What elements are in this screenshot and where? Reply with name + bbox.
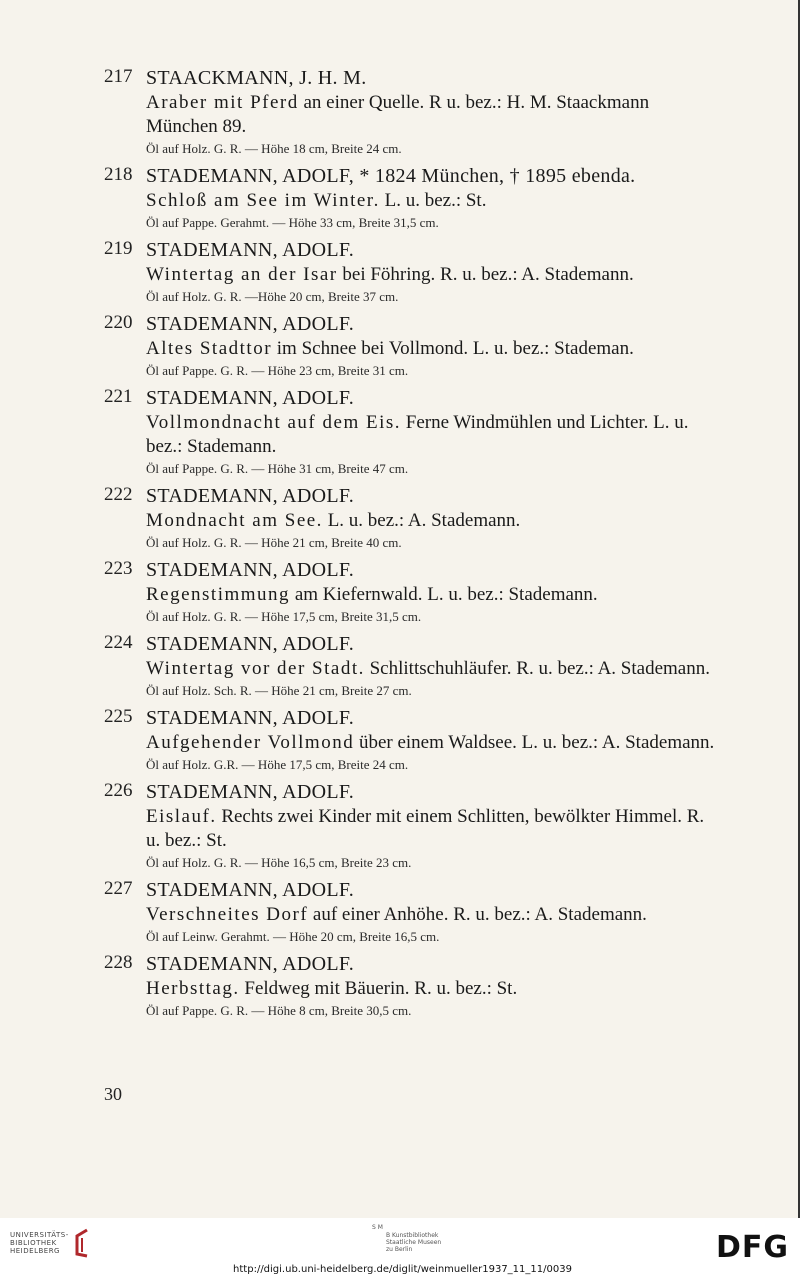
entry-meta: Öl auf Holz. G. R. — Höhe 16,5 cm, Breite 23 cm. <box>146 855 412 870</box>
entry-list <box>104 66 716 1026</box>
catalog-entry <box>104 386 716 478</box>
center-line-3: zu Berlin <box>386 1246 413 1253</box>
catalog-entry <box>104 780 716 872</box>
center-line-2: Staatliche Museen <box>386 1239 442 1246</box>
entry-number: 227 <box>104 878 133 899</box>
entry-title <box>146 189 716 213</box>
entry-title <box>146 509 716 533</box>
dfg-logo[interactable]: DFG <box>716 1230 790 1265</box>
catalog-entry <box>104 484 716 552</box>
catalog-entry <box>104 952 716 1020</box>
entry-number: 217 <box>104 66 133 87</box>
entry-title <box>146 91 716 139</box>
entry-number: 220 <box>104 312 133 333</box>
entry-number: 225 <box>104 706 133 727</box>
entry-title-rest: Rechts zwei Kinder mit einem Schlitten, bewölkter Himmel. R. u. bez.: St. <box>146 806 705 851</box>
entry-meta: Öl auf Pappe. G. R. — Höhe 8 cm, Breite 30,5 cm. <box>146 1003 412 1018</box>
entry-number: 228 <box>104 952 133 973</box>
entry-artist: STADEMANN, ADOLF. <box>146 485 355 507</box>
entry-title <box>146 903 716 927</box>
entry-meta: Öl auf Holz. G. R. — Höhe 17,5 cm, Breite 31,5 cm. <box>146 609 422 624</box>
catalog-entry <box>104 558 716 626</box>
ub-line-1: UNIVERSITÄTS- <box>10 1231 69 1239</box>
entry-artist: STADEMANN, ADOLF. <box>146 633 355 655</box>
entry-number: 224 <box>104 632 133 653</box>
catalog-entry <box>104 878 716 946</box>
entry-title-rest: Schlittschuhläufer. R. u. bez.: A. Stademann. <box>364 658 710 679</box>
entry-title-spaced: Wintertag an der Isar <box>146 264 338 285</box>
entry-title-rest: L. u. bez.: St. <box>379 190 487 211</box>
entry-meta: Öl auf Pappe. G. R. — Höhe 23 cm, Breite 31 cm. <box>146 363 409 378</box>
catalog-entry <box>104 312 716 380</box>
entry-title-rest: bei Föhring. R. u. bez.: A. Stademann. <box>337 264 634 285</box>
entry-title-rest: über einem Waldsee. L. u. bez.: A. Stademann. <box>354 732 715 753</box>
entry-meta: Öl auf Pappe. G. R. — Höhe 31 cm, Breite 47 cm. <box>146 461 409 476</box>
entry-artist: STADEMANN, ADOLF. <box>146 953 355 975</box>
entry-meta: Öl auf Holz. G.R. — Höhe 17,5 cm, Breite 24 cm. <box>146 757 409 772</box>
entry-artist: STADEMANN, ADOLF. <box>146 559 355 581</box>
entry-number: 218 <box>104 164 133 185</box>
viewer-footer <box>0 1218 805 1278</box>
permalink-url[interactable]: http://digi.ub.uni-heidelberg.de/diglit/weinmueller1937_11_11/0039 <box>233 1264 572 1275</box>
entry-number: 219 <box>104 238 133 259</box>
entry-title-spaced: Regenstimmung <box>146 584 291 605</box>
catalog-entry <box>104 706 716 774</box>
entry-title <box>146 263 716 287</box>
entry-title-rest: an einer Quelle. R u. bez.: H. M. Staackmann München 89. <box>146 92 650 137</box>
entry-title-rest: Feldweg mit Bäuerin. R. u. bez.: St. <box>239 978 518 999</box>
center-line-1: B Kunstbibliothek <box>386 1232 439 1239</box>
entry-meta: Öl auf Holz. G. R. — Höhe 21 cm, Breite 40 cm. <box>146 535 402 550</box>
ub-line-2: BIBLIOTHEK <box>10 1239 57 1247</box>
catalog-entry <box>104 164 716 232</box>
entry-artist: STAACKMANN, J. H. M. <box>146 67 367 89</box>
catalog-entry <box>104 238 716 306</box>
kunstbibliothek-logo <box>372 1224 442 1253</box>
entry-title-rest: am Kiefernwald. L. u. bez.: Stademann. <box>290 584 598 605</box>
ub-emblem-icon <box>73 1228 95 1258</box>
entry-title <box>146 977 716 1001</box>
entry-title <box>146 657 716 681</box>
entry-title-spaced: Araber mit Pferd <box>146 92 299 113</box>
entry-title-spaced: Schloß am See im Winter. <box>146 190 380 211</box>
catalog-entry <box>104 66 716 158</box>
entry-title <box>146 337 716 361</box>
entry-title-spaced: Verschneites Dorf <box>146 904 309 925</box>
ub-heidelberg-logo[interactable] <box>10 1228 95 1258</box>
entry-artist: STADEMANN, ADOLF. <box>146 239 355 261</box>
entry-artist: STADEMANN, ADOLF. <box>146 781 355 803</box>
page-number: 30 <box>104 1084 122 1104</box>
entry-number: 222 <box>104 484 133 505</box>
entry-artist: STADEMANN, ADOLF. <box>146 707 355 729</box>
entry-artist: STADEMANN, ADOLF. <box>146 387 355 409</box>
entry-title-spaced: Aufgehender Vollmond <box>146 732 355 753</box>
entry-title-spaced: Herbsttag. <box>146 978 240 999</box>
entry-meta: Öl auf Leinw. Gerahmt. — Höhe 20 cm, Breite 16,5 cm. <box>146 929 440 944</box>
entry-meta: Öl auf Holz. Sch. R. — Höhe 21 cm, Breite 27 cm. <box>146 683 412 698</box>
entry-title <box>146 411 716 459</box>
center-logo-mark: S M <box>372 1224 383 1231</box>
entry-number: 226 <box>104 780 133 801</box>
catalog-entry <box>104 632 716 700</box>
ub-logo-text <box>10 1231 69 1255</box>
entry-meta: Öl auf Holz. G. R. — Höhe 18 cm, Breite 24 cm. <box>146 141 402 156</box>
entry-title <box>146 731 716 755</box>
entry-title-rest: Ferne Windmühlen und Lichter. L. u. bez.: Stademann. <box>146 412 689 457</box>
entry-number: 223 <box>104 558 133 579</box>
entry-title-spaced: Eislauf. <box>146 806 217 827</box>
entry-title-rest: L. u. bez.: A. Stademann. <box>322 510 521 531</box>
entry-artist: STADEMANN, ADOLF, * 1824 München, † 1895 ebenda. <box>146 165 636 187</box>
entry-number: 221 <box>104 386 133 407</box>
entry-title-spaced: Altes Stadttor <box>146 338 273 359</box>
entry-title-spaced: Mondnacht am See. <box>146 510 323 531</box>
entry-title <box>146 805 716 853</box>
ub-line-3: HEIDELBERG <box>10 1247 60 1255</box>
entry-title-spaced: Vollmondnacht auf dem Eis. <box>146 412 402 433</box>
entry-title-rest: im Schnee bei Vollmond. L. u. bez.: Stademan. <box>272 338 634 359</box>
entry-title-rest: auf einer Anhöhe. R. u. bez.: A. Stademann. <box>308 904 647 925</box>
entry-title <box>146 583 716 607</box>
entry-title-spaced: Wintertag vor der Stadt. <box>146 658 365 679</box>
entry-meta: Öl auf Pappe. Gerahmt. — Höhe 33 cm, Breite 31,5 cm. <box>146 215 439 230</box>
entry-artist: STADEMANN, ADOLF. <box>146 313 355 335</box>
entry-meta: Öl auf Holz. G. R. —Höhe 20 cm, Breite 37 cm. <box>146 289 399 304</box>
entry-artist: STADEMANN, ADOLF. <box>146 879 355 901</box>
